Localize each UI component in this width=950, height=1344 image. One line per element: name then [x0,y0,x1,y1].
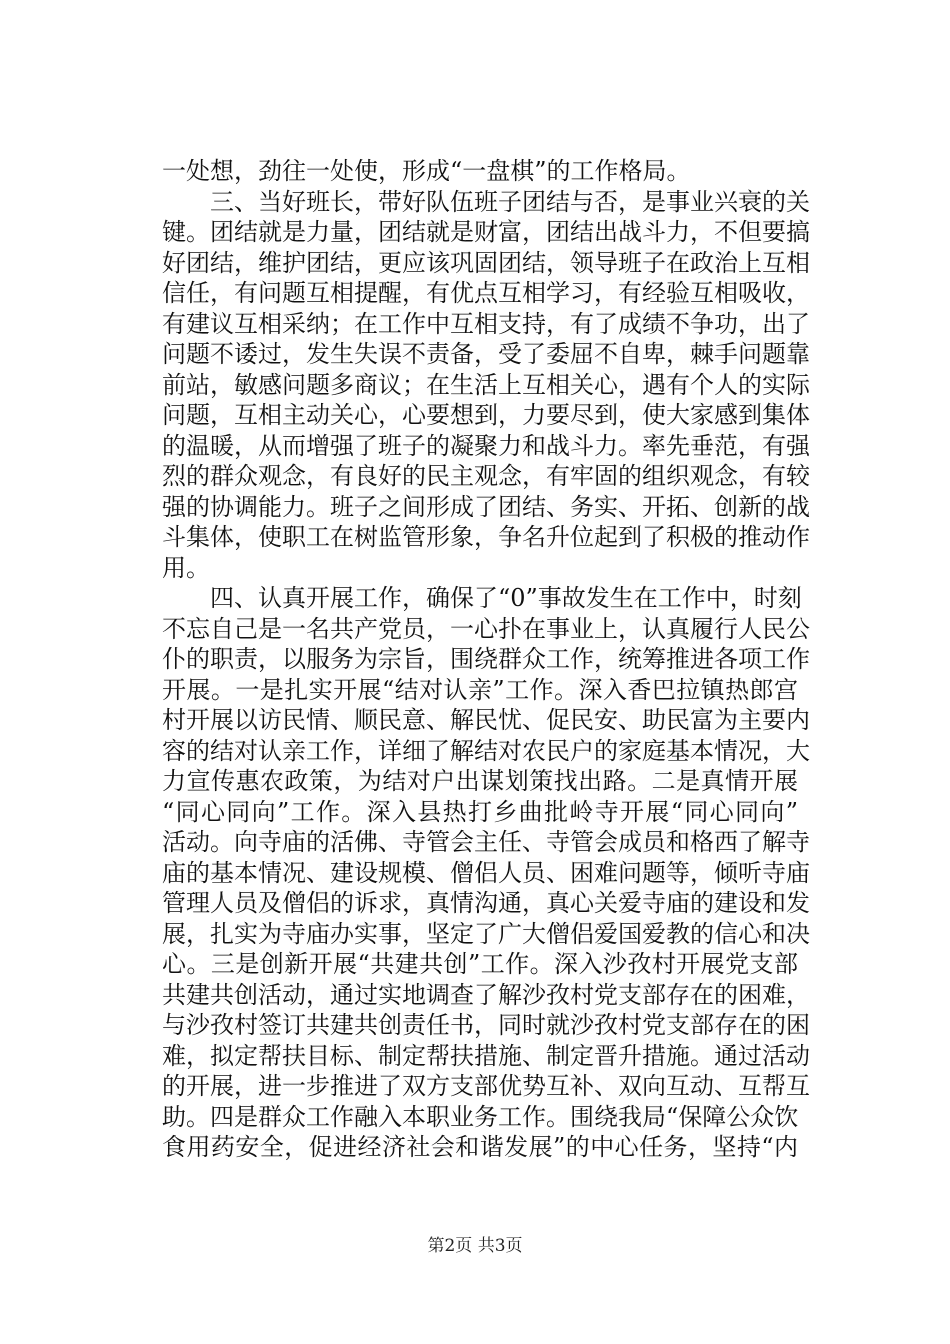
text-line: 容的结对认亲工作，详细了解结对农民户的家庭基本情况，大 [162,736,810,765]
text-line: 有建议互相采纳；在工作中互相支持，有了成绩不争功，出了 [162,309,810,338]
text-line: 前站，敏感问题多商议；在生活上互相关心，遇有个人的实际 [162,370,810,399]
body-text [162,156,810,1163]
text-line: 与沙孜村签订共建共创责任书，同时就沙孜村党支部存在的困 [162,1011,810,1039]
text-line: 信任，有问题互相提醒，有优点互相学习，有经验互相吸收， [162,279,810,307]
text-line: 难，拟定帮扶目标、制定帮扶措施、制定晋升措施。通过活动 [162,1041,810,1070]
text-line: 强的协调能力。班子之间形成了团结、务实、开拓、创新的战 [162,492,810,521]
text-line: 问题不诿过，发生失误不责备，受了委屈不自卑，棘手问题靠 [162,340,810,368]
text-line: 三、当好班长，带好队伍班子团结与否，是事业兴衰的关 [162,187,810,216]
text-line: 用。 [162,553,210,582]
text-line: 好团结，维护团结，更应该巩固团结，领导班子在政治上互相 [162,248,810,277]
text-line: 管理人员及僧侣的诉求，真情沟通，真心关爱寺庙的建设和发 [162,889,810,917]
text-line: 村开展以访民情、顺民意、解民忧、促民安、助民富为主要内 [162,706,810,734]
text-line: 斗集体，使职工在树监管形象，争名升位起到了积极的推动作 [162,523,810,551]
text-line: 的温暖，从而增强了班子的凝聚力和战斗力。率先垂范，有强 [162,431,810,460]
text-line: 仆的职责，以服务为宗旨，围绕群众工作，统筹推进各项工作 [162,645,810,673]
text-line: 键。团结就是力量，团结就是财富，团结出战斗力，不但要搞 [162,218,810,246]
text-line: 问题，互相主动关心，心要想到，力要尽到，使大家感到集体 [162,401,810,429]
text-line: 一处想，劲往一处使，形成“一盘棋”的工作格局。 [162,157,691,185]
text-line: 活动。向寺庙的活佛、寺管会主任、寺管会成员和格西了解寺 [162,828,810,856]
text-line: 开展。一是扎实开展“结对认亲”工作。深入香巴拉镇热郎宫 [162,675,798,704]
text-line: 助。四是群众工作融入本职业务工作。围绕我局“保障公众饮 [162,1102,799,1131]
text-line: 心。三是创新开展“共建共创”工作。深入沙孜村开展党支部 [162,950,798,978]
text-line: 共建共创活动，通过实地调查了解沙孜村党支部存在的困难， [162,980,810,1009]
text-line: 庙的基本情况、建设规模、僧侣人员、困难问题等，倾听寺庙 [162,858,810,887]
text-line: 烈的群众观念，有良好的民主观念，有牢固的组织观念，有较 [162,462,810,490]
text-line: 力宣传惠农政策，为结对户出谋划策找出路。二是真情开展 [162,767,798,795]
text-line: “同心同向”工作。深入县热打乡曲批岭寺开展“同心同向” [162,797,798,826]
text-line: 食用药安全，促进经济社会和谐发展”的中心任务，坚持“内 [162,1133,798,1161]
text-line: 不忘自己是一名共产党员，一心扑在事业上，认真履行人民公 [162,614,810,643]
text-line: 展，扎实为寺庙办实事，坚定了广大僧侣爱国爱教的信心和决 [162,919,810,948]
text-line: 的开展，进一步推进了双方支部优势互补、双向互动、互帮互 [162,1072,810,1100]
text-line: 四、认真开展工作，确保了“0”事故发生在工作中，时刻 [162,584,802,612]
page-number-footer: 第2页 共3页 [427,1236,523,1256]
